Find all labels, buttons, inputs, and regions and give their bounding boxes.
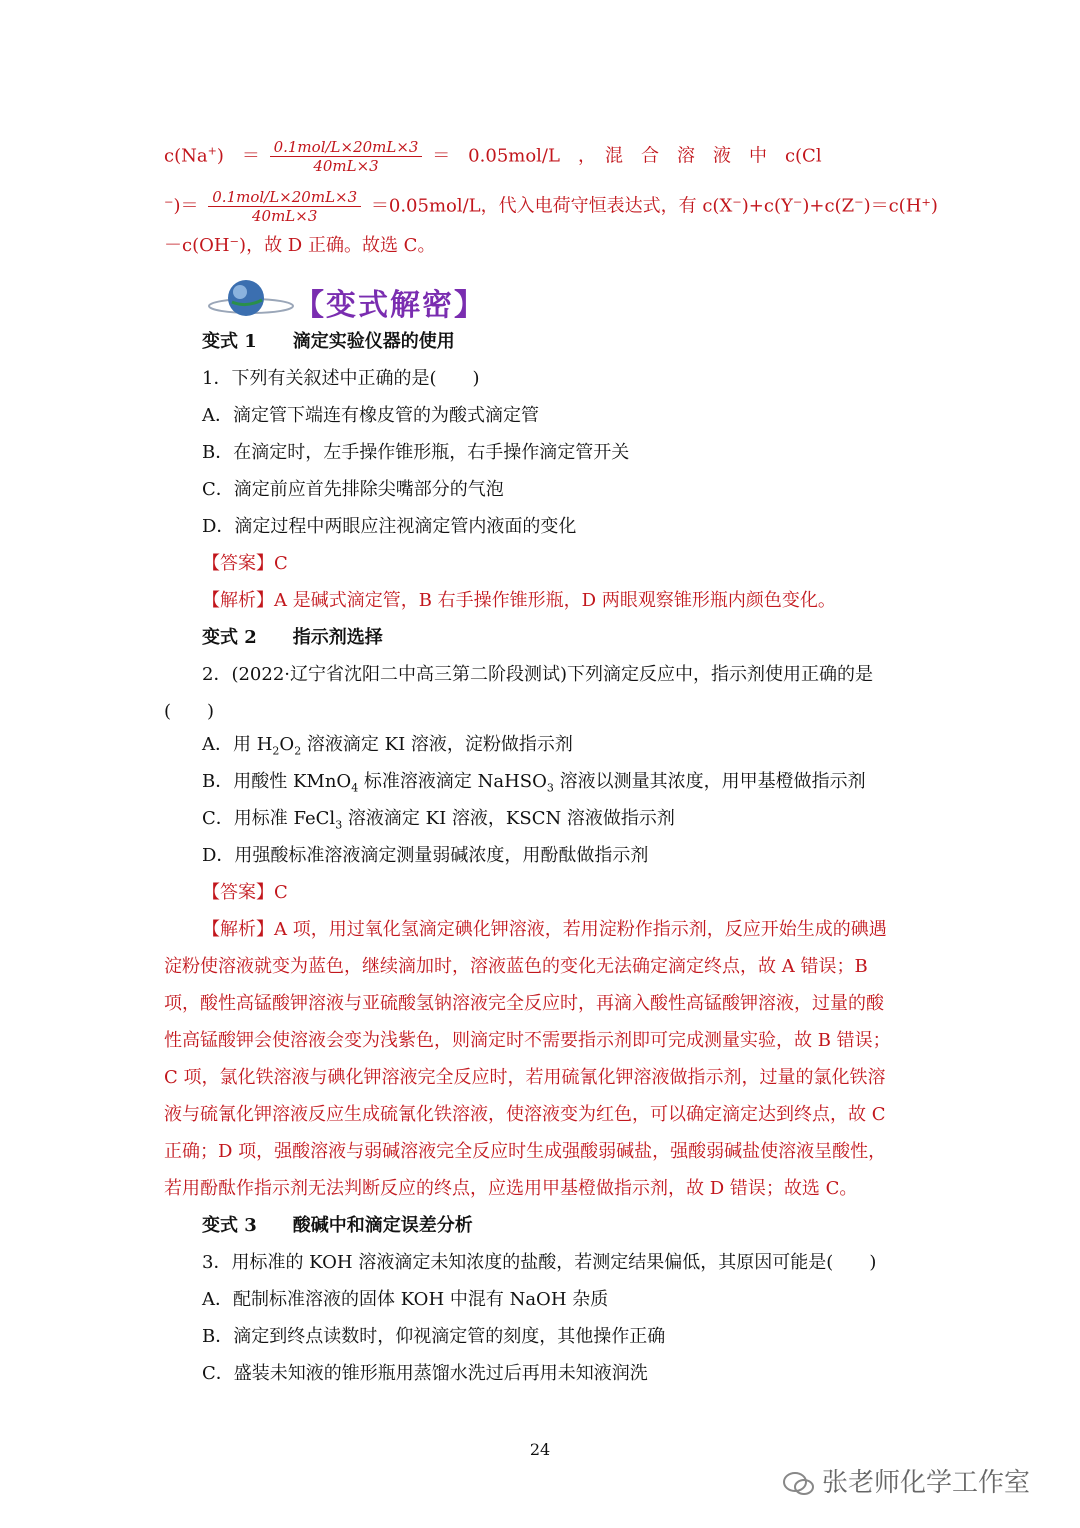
text: 3 <box>335 818 343 832</box>
text: ＝ 0.05mol/L ， 混 合 溶 液 中 c(Cl <box>432 145 822 167</box>
globe-icon <box>206 276 296 322</box>
option-b: B．滴定到终点读数时，仰视滴定管的刻度，其他操作正确 <box>202 1326 666 1347</box>
banner-title: 【变式解密】 <box>294 288 486 323</box>
text: A．用 H <box>202 734 273 755</box>
answer: 【答案】C <box>202 882 288 903</box>
fraction-denominator: 40mL×3 <box>313 157 379 175</box>
text: 4 <box>351 781 359 795</box>
option-c: C．盛装未知液的锥形瓶用蒸馏水洗过后再用未知液润洗 <box>202 1363 648 1384</box>
option-c <box>202 807 675 838</box>
variant-1-heading: 变式 1 滴定实验仪器的使用 <box>202 331 455 352</box>
option-a: A．配制标准溶液的固体 KOH 中混有 NaOH 杂质 <box>202 1289 609 1310</box>
question-2: 2．(2022·辽宁省沈阳二中高三第二阶段测试)下列滴定反应中，指示剂使用正确的是 <box>202 664 874 685</box>
formula-line-3: －c(OH⁻)，故 D 正确。故选 C。 <box>164 235 436 256</box>
text: + <box>207 144 217 158</box>
analysis-line: 若用酚酞作指示剂无法判断反应的终点，应选用甲基橙做指示剂，故 D 错误；故选 C。 <box>164 1178 858 1199</box>
option-d: D．用强酸标准溶液滴定测量弱碱浓度，用酚酞做指示剂 <box>202 845 649 866</box>
text: 溶液滴定 KI 溶液，淀粉做指示剂 <box>301 734 573 755</box>
text: B．用酸性 KMnO <box>202 771 352 792</box>
analysis-line: C 项，氯化铁溶液与碘化钾溶液完全反应时，若用硫氰化钾溶液做指示剂，过量的氯化铁溶 <box>164 1067 886 1088</box>
question-3: 3．用标准的 KOH 溶液滴定未知浓度的盐酸，若测定结果偏低，其原因可能是( ) <box>202 1252 877 1273</box>
variant-3-heading: 变式 3 酸碱中和滴定误差分析 <box>202 1215 473 1236</box>
analysis-line: 性高锰酸钾会使溶液会变为浅紫色，则滴定时不需要指示剂即可完成测量实验，故 B 错误； <box>164 1030 891 1051</box>
analysis-line: 【解析】A 项，用过氧化氢滴定碘化钾溶液，若用淀粉作指示剂，反应开始生成的碘遇 <box>202 919 887 940</box>
text: 标准溶液滴定 NaHSO <box>358 771 547 792</box>
text: ＝0.05mol/L，代入电荷守恒表达式，有 c(X⁻)+c(Y⁻)+c(Z⁻)＝c(H⁺) <box>370 195 938 217</box>
text: c(Na <box>164 145 208 167</box>
text: ) ＝ <box>216 145 260 167</box>
analysis-line: 项，酸性高锰酸钾溶液与亚硫酸氢钠溶液完全反应时，再滴入酸性高锰酸钾溶液，过量的酸 <box>164 993 884 1014</box>
question-2-blank: ( ) <box>164 701 215 722</box>
wechat-icon <box>782 1470 816 1498</box>
text: O <box>279 734 295 755</box>
fraction <box>270 138 423 175</box>
option-d: D．滴定过程中两眼应注视滴定管内液面的变化 <box>202 516 577 537</box>
option-b: B．在滴定时，左手操作锥形瓶，右手操作滴定管开关 <box>202 442 630 463</box>
text: 溶液滴定 KI 溶液，KSCN 溶液做指示剂 <box>342 808 675 829</box>
page-number: 24 <box>529 1440 551 1459</box>
watermark <box>782 1462 1030 1499</box>
option-b <box>202 770 866 801</box>
fraction <box>208 188 361 225</box>
analysis-line: 液与硫氰化钾溶液反应生成硫氰化铁溶液，使溶液变为红色，可以确定滴定达到终点，故 C <box>164 1104 886 1125</box>
analysis: 【解析】A 是碱式滴定管，B 右手操作锥形瓶，D 两眼观察锥形瓶内颜色变化。 <box>202 590 836 611</box>
section-banner <box>206 276 486 322</box>
analysis-line: 正确；D 项，强酸溶液与弱碱溶液完全反应时生成强酸弱碱盐，强酸弱碱盐使溶液呈酸性， <box>164 1141 887 1162</box>
question-1: 1．下列有关叙述中正确的是( ) <box>202 368 480 389</box>
formula-line-1 <box>164 138 822 175</box>
text: 溶液以测量其浓度，用甲基橙做指示剂 <box>553 771 866 792</box>
text: 2 <box>272 744 280 758</box>
answer: 【答案】C <box>202 553 288 574</box>
fraction-numerator: 0.1mol/L×20mL×3 <box>208 188 361 207</box>
analysis-line: 淀粉使溶液就变为蓝色，继续滴加时，溶液蓝色的变化无法确定滴定终点，故 A 错误；B <box>164 956 868 977</box>
formula-line-2 <box>164 188 938 225</box>
option-a <box>202 733 573 764</box>
variant-2-heading: 变式 2 指示剂选择 <box>202 627 383 648</box>
fraction-denominator: 40mL×3 <box>252 207 318 225</box>
text: 3 <box>546 781 554 795</box>
fraction-numerator: 0.1mol/L×20mL×3 <box>270 138 423 157</box>
option-a: A．滴定管下端连有橡皮管的为酸式滴定管 <box>202 405 539 426</box>
text: C．用标准 FeCl <box>202 808 336 829</box>
watermark-text: 张老师化学工作室 <box>822 1468 1031 1498</box>
text: 2 <box>294 744 302 758</box>
option-c: C．滴定前应首先排除尖嘴部分的气泡 <box>202 479 504 500</box>
text: ⁻)＝ <box>164 195 199 217</box>
